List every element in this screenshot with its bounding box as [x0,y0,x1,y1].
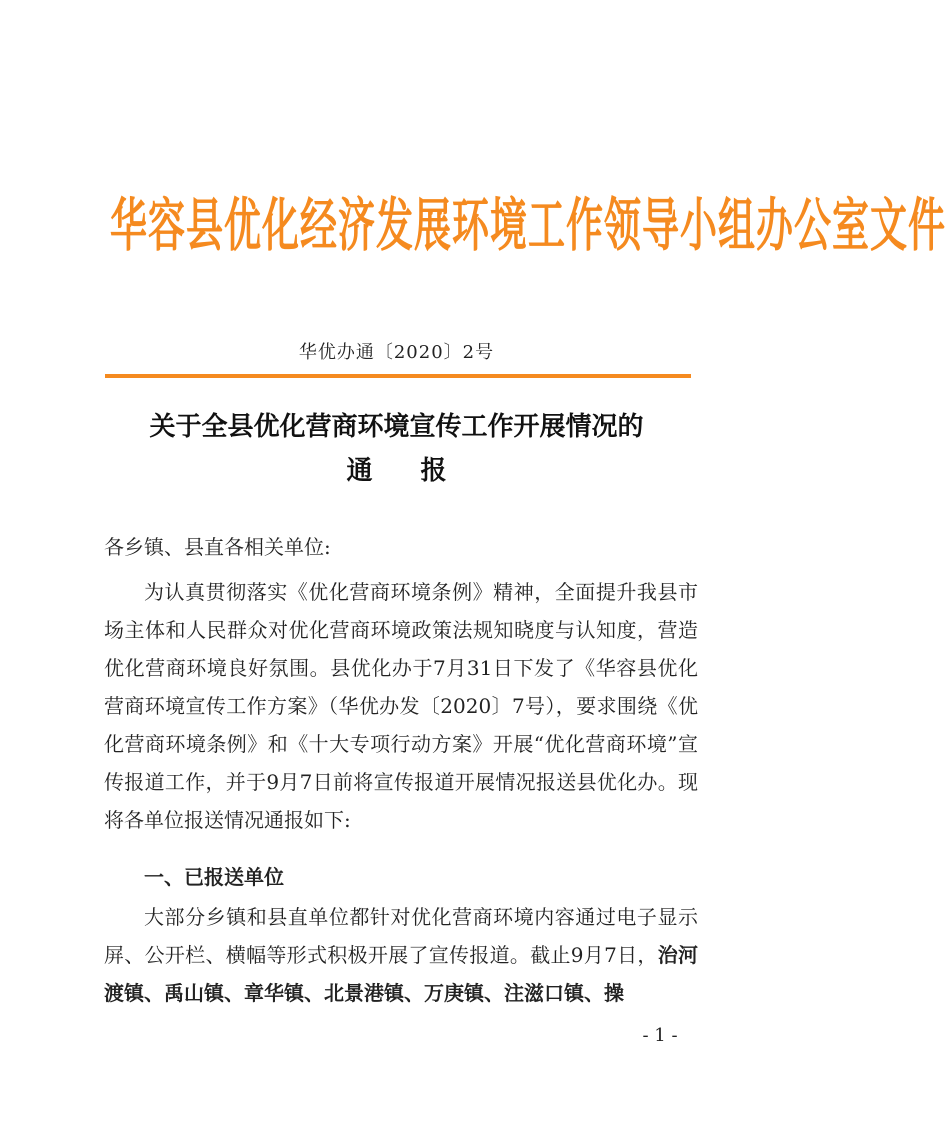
document-title-line-2: 通报 [346,456,495,486]
body-paragraph-1: 为认真贯彻落实《优化营商环境条例》精神，全面提升我县市场主体和人民群众对优化营商环境政策法规知晓度与认知度，营造优化营商环境良好氛围。县优化办于7月31日下发了《华容县优化营商环境宣传工作方案》（华优办发〔2020〕7号），要求围绕《优化营商环境条例》和《十大专项行动方案》开展“优化营商环境”宣传报道工作，并于9月7日前将宣传报道开展情况报送县优化办。现将各单位报送情况通报如下: [104,580,698,832]
document-masthead: 华容县优化经济发展环境工作领导小组办公室文件 [110,190,946,260]
paragraph-2-text: 大部分乡镇和县直单位都针对优化营商环境内容通过电子显示屏、公开栏、横幅等形式积极开展了宣传报道。截止9月7日， [104,905,698,967]
salutation: 各乡镇、县直各相关单位: [104,535,331,559]
paragraph-2-bold-list: 治河渡镇、禹山镇、章华镇、北景港镇、万庚镇、注滋口镇、操 [104,943,698,1005]
section-heading-1: 一、已报送单位 [144,865,284,889]
document-title-line-1: 关于全县优化营商环境宣传工作开展情况的 [149,412,644,442]
page-number: - 1 - [642,1025,678,1046]
header-divider-rule [105,374,691,378]
body-paragraph-2 [104,898,698,1012]
document-number: 华优办通〔2020〕2号 [298,342,495,363]
